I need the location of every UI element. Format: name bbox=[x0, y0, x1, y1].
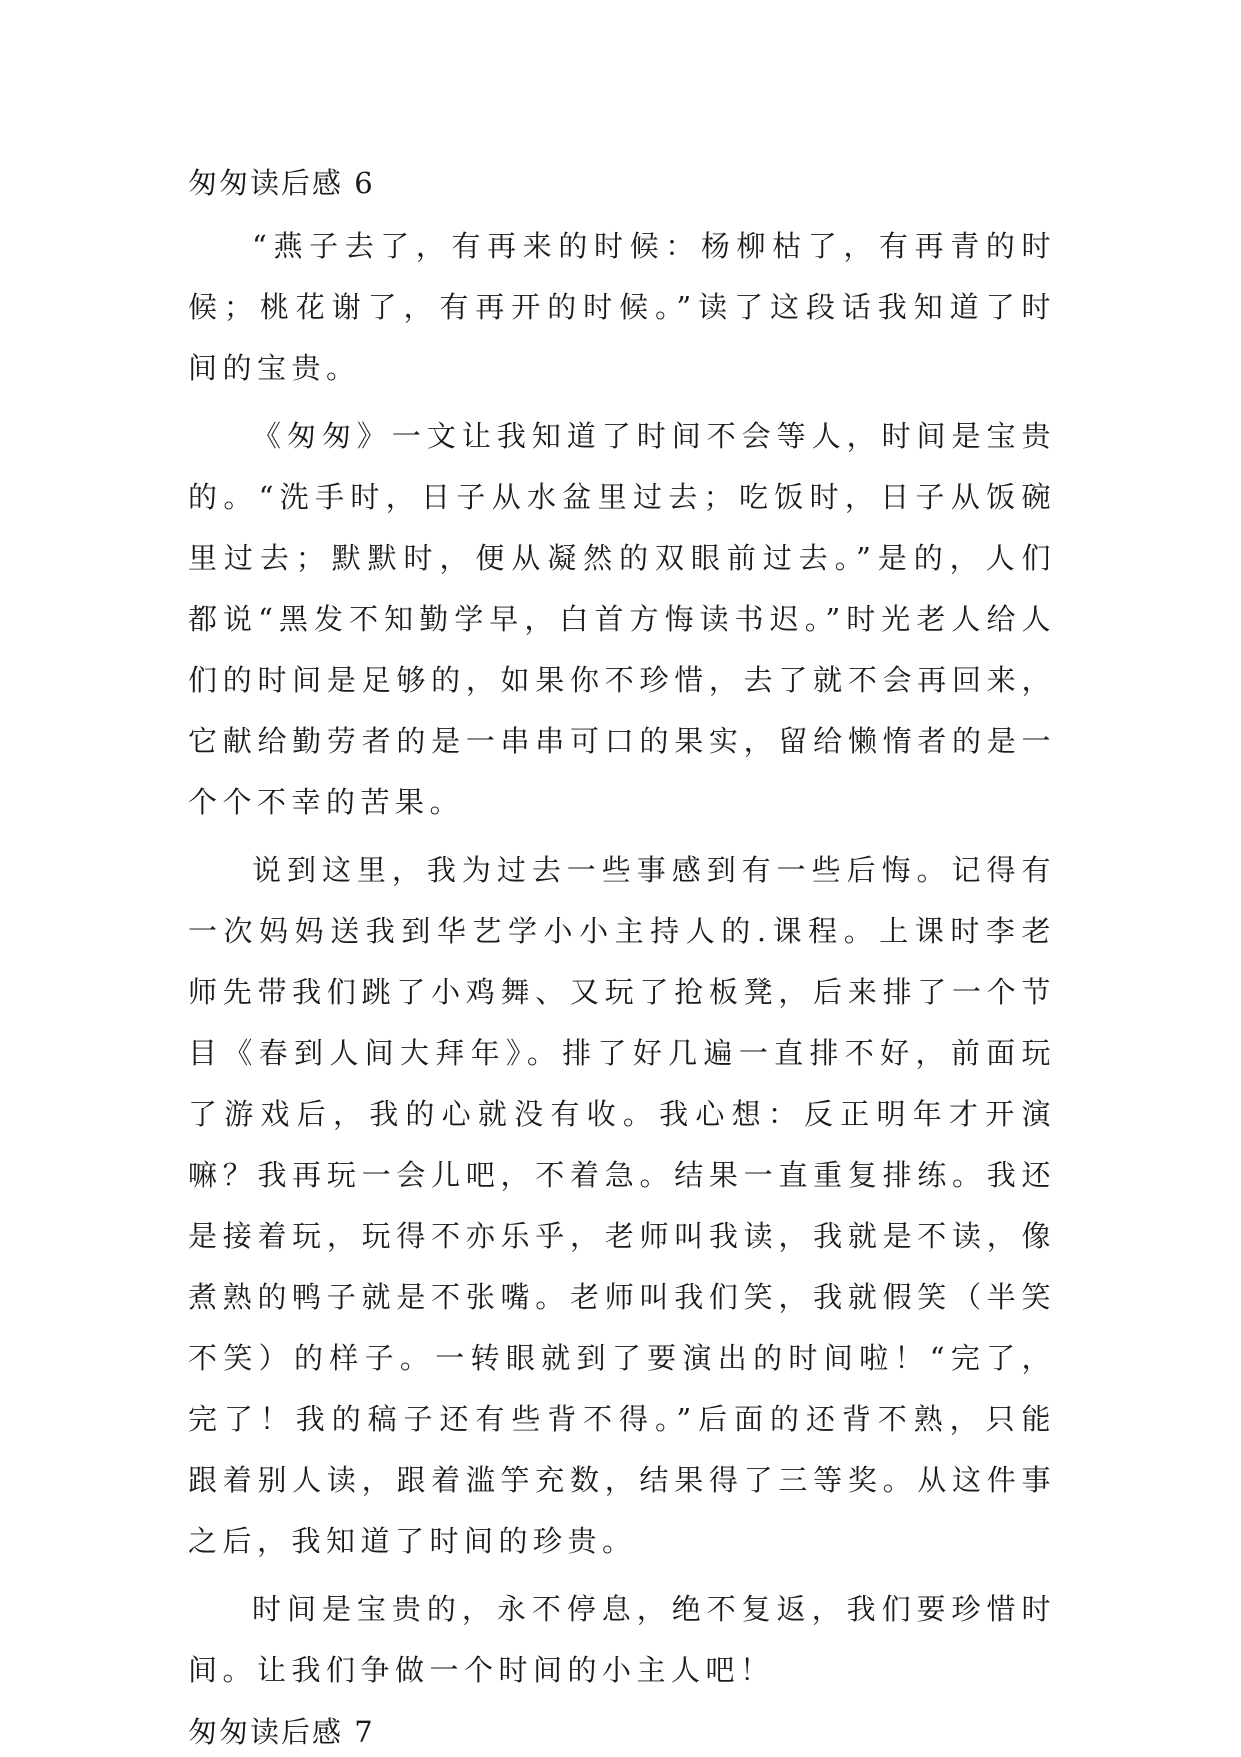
paragraph-3: 说到这里，我为过去一些事感到有一些后悔。记得有一次妈妈送我到华艺学小小主持人的.课程。上课时李老师先带我们跳了小鸡舞、又玩了抢板凳，后来排了一个节目《春到人间大拜年》。排了好几遍一直排不好，前面玩了游戏后，我的心就没有收。我心想：反正明年才开演嘛？我再玩一会儿吧，不着急。结果一直重复排练。我还是接着玩，玩得不亦乐乎，老师叫我读，我就是不读，像煮熟的鸭子就是不张嘴。老师叫我们笑，我就假笑（半笑不笑）的样子。一转眼就到了要演出的时间啦！“完了，完了！我的稿子还有些背不得。”后面的还背不熟，只能跟着别人读，跟着滥竽充数，结果得了三等奖。从这件事之后，我知道了时间的珍贵。 bbox=[188, 853, 1056, 1558]
document-body bbox=[188, 158, 1056, 1757]
paragraph-1: “燕子去了，有再来的时候：杨柳枯了，有再青的时候；桃花谢了，有再开的时候。”读了这段话我知道了时间的宝贵。 bbox=[188, 229, 1056, 385]
paragraph-2: 《匆匆》一文让我知道了时间不会等人，时间是宝贵的。“洗手时，日子从水盆里过去；吃饭时，日子从饭碗里过去；默默时，便从凝然的双眼前过去。”是的，人们都说“黑发不知勤学早，白首方悔读书迟。”时光老人给人们的时间是足够的，如果你不珍惜，去了就不会再回来，它献给勤劳者的是一串串可口的果实，留给懒惰者的是一个个不幸的苦果。 bbox=[188, 419, 1056, 819]
section-title: 匆匆读后感 6 bbox=[188, 166, 375, 200]
paragraph-4: 时间是宝贵的，永不停息，绝不复返，我们要珍惜时间。让我们争做一个时间的小主人吧！ bbox=[188, 1592, 1056, 1687]
section-title: 匆匆读后感 7 bbox=[188, 1715, 375, 1749]
